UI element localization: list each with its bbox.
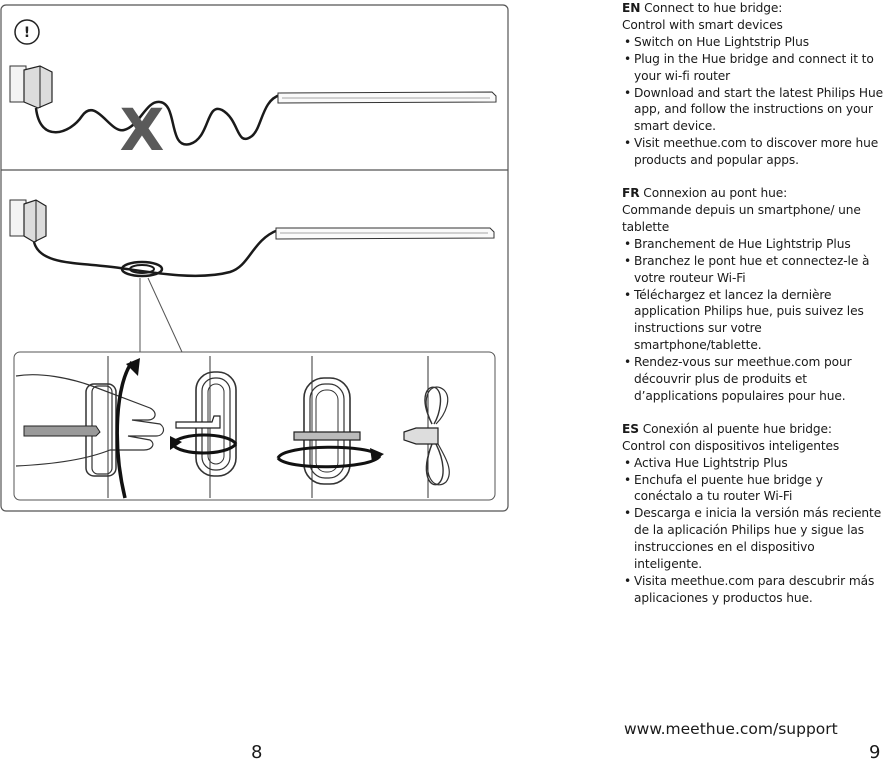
bullet-item: • Visit meethue.com to discover more hue products and popular apps. (622, 135, 884, 169)
lightstrip-icon-2 (276, 228, 494, 239)
section-title (622, 185, 884, 202)
section-title (622, 421, 884, 438)
bullet-item: • Plug in the Hue bridge and connect it to your wi-fi router (622, 51, 884, 85)
bullet-list (622, 236, 884, 405)
bullet-item: • Switch on Hue Lightstrip Plus (622, 34, 884, 51)
bullet-item: • Descarga e inicia la versión más reciente de la aplicación Philips hue y sigue las instrucciones en el dispositivo inteligente. (622, 505, 884, 573)
language-code: EN (622, 1, 641, 15)
warning-icon (15, 20, 39, 44)
section-title (622, 0, 884, 17)
section-title-text: Connect to hue bridge: (644, 1, 783, 15)
section-subtitle: Control with smart devices (622, 17, 783, 32)
velcro-strap-icon (24, 426, 100, 436)
section-title-text: Connexion au pont hue: (643, 186, 788, 201)
svg-text:!: ! (23, 25, 31, 41)
section-es (622, 421, 884, 607)
bullet-item: • Download and start the latest Philips Hue app, and follow the instructions on your smart device. (622, 85, 884, 136)
velcro-strap-icon-3 (294, 432, 360, 440)
bullet-item: • Enchufa el puente hue bridge y conéctalo a tu router Wi-Fi (622, 472, 884, 506)
power-adapter-icon-2 (10, 200, 46, 242)
bullet-item: • Branchez le pont hue et connectez-le à votre routeur Wi-Fi (622, 253, 884, 287)
bullet-item: • Activa Hue Lightstrip Plus (622, 455, 884, 472)
section-fr (622, 185, 884, 405)
bullet-item: • Téléchargez et lancez la dernière application Philips hue, puis suivez les instructions sur votre smartphone/tablette. (622, 287, 884, 355)
page-number-right: 9 (869, 742, 881, 763)
instructions-column (622, 0, 884, 623)
bullet-item: • Rendez-vous sur meethue.com pour découvrir plus de produits et d’applications populaires pour hue. (622, 354, 884, 405)
lightstrip-icon (278, 92, 496, 103)
page-number-left: 8 (251, 742, 263, 763)
no-cross-mark: X (119, 96, 165, 164)
language-code: FR (622, 186, 640, 201)
bullet-list (622, 455, 884, 607)
velcro-strap-icon-4 (404, 428, 438, 444)
section-title-text: Conexión al puente hue bridge: (642, 421, 832, 436)
support-url: www.meethue.com/support (624, 720, 838, 738)
bullet-list (622, 34, 884, 169)
section-subtitle: Control con dispositivos inteligentes (622, 438, 840, 453)
language-code: ES (622, 421, 639, 436)
power-adapter-icon (10, 66, 52, 108)
illustration-svg (0, 4, 509, 512)
bullet-item: • Branchement de Hue Lightstrip Plus (622, 236, 884, 253)
section-subtitle: Commande depuis un smartphone/ une tablette (622, 202, 861, 234)
bullet-item: • Visita meethue.com para descubrir más aplicaciones y productos hue. (622, 573, 884, 607)
section-en (622, 0, 884, 169)
installation-illustration (0, 4, 509, 512)
